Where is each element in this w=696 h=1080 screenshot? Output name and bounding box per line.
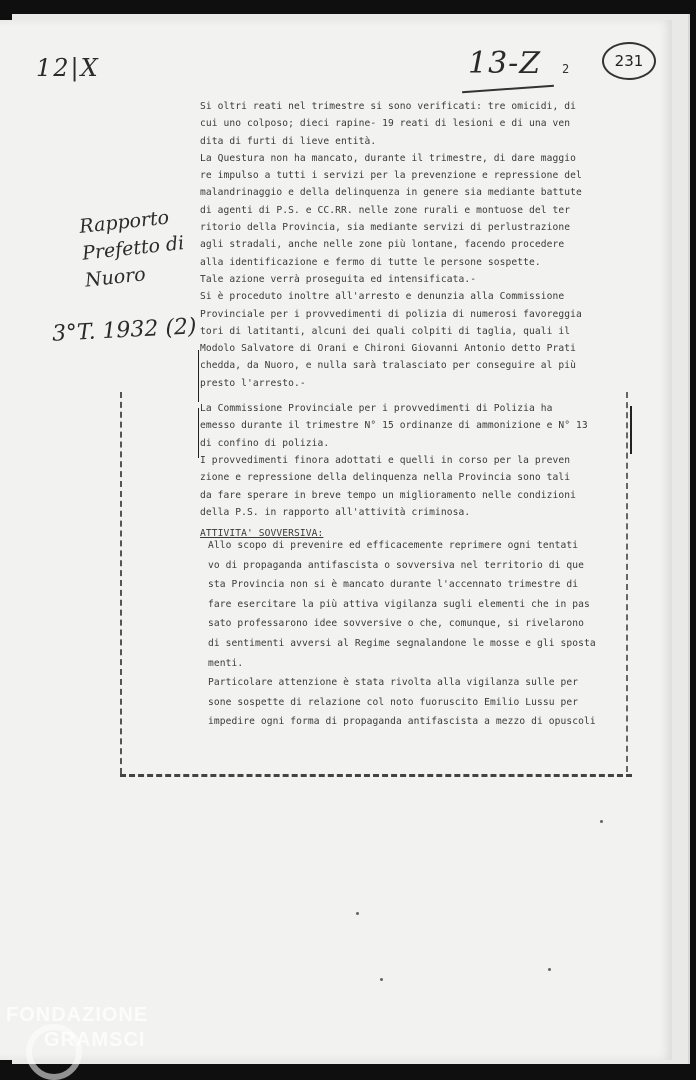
text-line: alla identificazione e fermo di tutte le persone sospette. bbox=[200, 256, 541, 268]
text-line: sato professarono idee sovversive o che, comunque, si rivelarono bbox=[208, 618, 585, 630]
archive-mark: 12|X bbox=[36, 54, 100, 82]
text-line: La Questura non ha mancato, durante il trimestre, di dare maggio bbox=[200, 152, 577, 164]
margin-bracket-right bbox=[630, 406, 632, 454]
frame-border-right bbox=[626, 392, 628, 772]
text-line: di confino di polizia. bbox=[200, 437, 330, 449]
margin-note-line: Rapporto bbox=[78, 206, 171, 238]
watermark bbox=[6, 1004, 176, 1052]
frame-border-bottom bbox=[120, 774, 632, 777]
text-line: sta Provincia non si è mancato durante l'accennato trimestre di bbox=[208, 579, 579, 591]
text-line: agli stradali, anche nelle zone più lontane, facendo procedere bbox=[200, 239, 565, 251]
text-line: fare esercitare la più attiva vigilanza sugli elementi che in pas bbox=[208, 598, 590, 610]
text-line: menti. bbox=[208, 657, 244, 669]
text-line: cui uno colposo; dieci rapine- 19 reati di lesioni e di una ven bbox=[200, 118, 571, 130]
text-line: Tale azione verrà proseguita ed intensificata.- bbox=[200, 273, 477, 285]
text-line: Si oltri reati nel trimestre si sono verificati: tre omicidi, di bbox=[200, 101, 577, 112]
text-line: I provvedimenti finora adottati e quelli in corso per la preven bbox=[200, 454, 571, 466]
page-code: 13-Z bbox=[468, 46, 542, 81]
text-line: della P.S. in rapporto all'attività criminosa. bbox=[200, 506, 471, 518]
text-line: La Commissione Provinciale per i provvedimenti di Polizia ha bbox=[200, 403, 553, 415]
page-number: 2 bbox=[562, 62, 570, 76]
text-line: impedire ogni forma di propaganda antifascista a mezzo di opuscoli bbox=[208, 716, 596, 728]
margin-date: 3°T. 1932 (2) bbox=[51, 314, 198, 347]
text-line: sone sospette di relazione col noto fuoruscito Emilio Lussu per bbox=[208, 696, 579, 708]
text-line: presto l'arresto.- bbox=[200, 377, 306, 389]
text-line: tori di latitanti, alcuni dei quali colpiti di taglia, quali il bbox=[200, 325, 571, 337]
text-line: emesso durante il trimestre N° 15 ordinanze di ammonizione e N° 13 bbox=[200, 420, 588, 432]
text-line: Particolare attenzione è stata rivolta alla vigilanza sulle per bbox=[208, 677, 579, 689]
text-line: Allo scopo di prevenire ed efficacemente reprimere ogni tentati bbox=[208, 540, 579, 551]
watermark-line: GRAMSCI bbox=[44, 1029, 146, 1051]
paper-speck bbox=[548, 968, 551, 971]
text-line: re impulso a tutti i servizi per la prevenzione e repressione del bbox=[200, 170, 582, 182]
margin-bracket-upper bbox=[198, 350, 199, 402]
text-line: Si è proceduto inoltre all'arresto e denunzia alla Commissione bbox=[200, 291, 565, 303]
text-line: zione e repressione della delinquenza nella Provincia sono tali bbox=[200, 472, 571, 484]
text-line: vo di propaganda antifascista o sovversiva nel territorio di que bbox=[208, 559, 585, 571]
text-line: Provinciale per i provvedimenti di polizia di numerosi favoreggia bbox=[200, 308, 582, 320]
text-line: di sentimenti avversi al Regime segnalandone le mosse e gli sposta bbox=[208, 637, 596, 649]
text-line: da fare sperare in breve tempo un miglioramento nelle condizioni bbox=[200, 489, 577, 501]
watermark-line: FONDAZIONE bbox=[6, 1004, 149, 1026]
frame-border-left bbox=[120, 392, 122, 774]
text-line: chedda, da Nuoro, e nulla sarà tralasciato per conseguire al più bbox=[200, 360, 577, 372]
typed-text-upper bbox=[200, 98, 630, 542]
text-line: di agenti di P.S. e CC.RR. nelle zone rurali e montuose del ter bbox=[200, 204, 571, 216]
text-line: Modolo Salvatore di Orani e Chironi Giovanni Antonio detto Prati bbox=[200, 343, 577, 355]
paper-speck bbox=[600, 820, 603, 823]
paper-speck bbox=[380, 978, 383, 981]
margin-note-line: Prefetto di bbox=[81, 232, 186, 265]
paragraph-gap bbox=[200, 392, 630, 400]
text-line: malandrinaggio e della delinquenza in genere sia mediante battute bbox=[200, 187, 582, 199]
margin-note bbox=[78, 202, 196, 294]
margin-bracket-lower bbox=[198, 408, 199, 458]
text-line: ritorio della Provincia, sia mediante servizi di perlustrazione bbox=[200, 222, 571, 234]
margin-note-line: Nuoro bbox=[83, 263, 147, 292]
section-heading: ATTIVITA' SOVVERSIVA: bbox=[200, 528, 324, 540]
paper-speck bbox=[356, 912, 359, 915]
stamp-number: 231 bbox=[602, 42, 656, 80]
typed-text-lower bbox=[208, 536, 638, 732]
text-line: dita di furti di lieve entità. bbox=[200, 135, 377, 147]
